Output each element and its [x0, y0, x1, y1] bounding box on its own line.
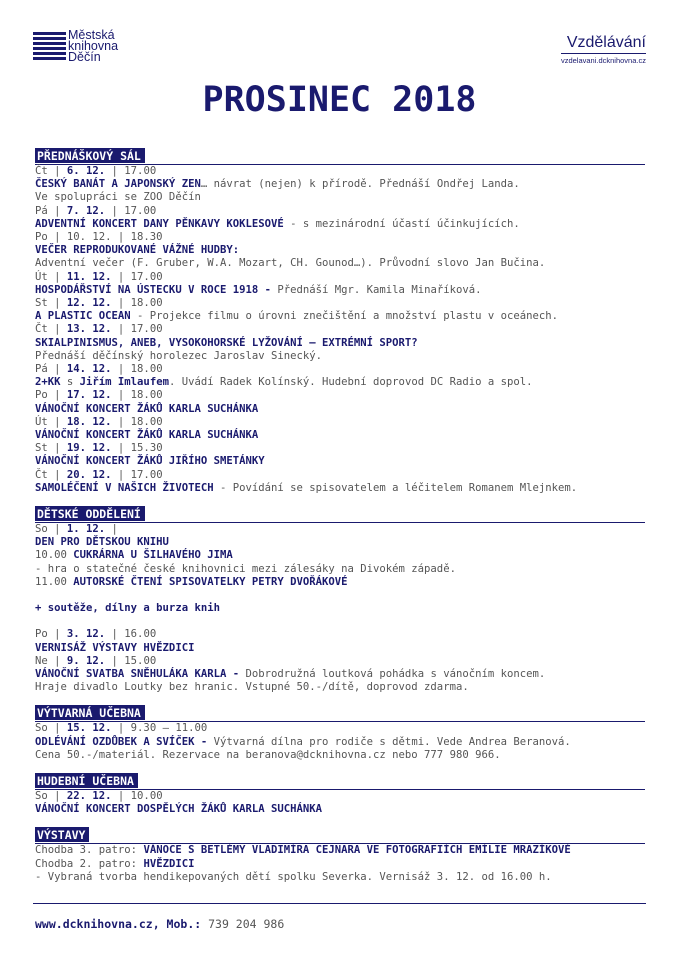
event-date: Čt | 6. 12. | 17.00	[35, 165, 157, 177]
event-title: VÁNOČNÍ SVATBA SNĚHULÁKA KARLA - Dobrodružná loutková pohádka s vánočním koncem.	[35, 667, 546, 680]
event-title: VÁNOČNÍ KONCERT ŽÁKŮ JIŘÍHO SMETÁNKY	[35, 455, 265, 468]
logo-bars-icon	[33, 32, 66, 62]
event-date: Út | 11. 12. | 17.00	[35, 270, 163, 283]
event-title: ODLÉVÁNÍ OZDŮBEK A SVÍČEK - Výtvarná dílna pro rodiče s dětmi. Vede Andrea Beranová.	[35, 735, 571, 748]
event-title: SKIALPINISMUS, ANEB, VYSOKOHORSKÉ LYŽOVÁNÍ – EXTRÉMNÍ SPORT?	[35, 336, 418, 349]
footer-web[interactable]: www.dcknihovna.cz, Mob.:	[35, 917, 202, 931]
section-heading-lecture-hall: PŘEDNÁŠKOVÝ SÁL	[35, 148, 145, 163]
exhibition-item: Chodba 3. patro: VÁNOCE S BETLÉMY VLADIMÍRA CEJNARA VE FOTOGRAFIÍCH EMÍLIE MRAZÍKOVÉ	[35, 844, 571, 857]
event-extras: + soutěže, dílny a burza knih	[35, 602, 220, 615]
section-heading-art-room: VÝTVARNÁ UČEBNA	[35, 705, 145, 720]
exhibition-item: Chodba 2. patro: HVĚZDICI	[35, 857, 195, 870]
event-title: 11.00 AUTORSKÉ ČTENÍ SPISOVATELKY PETRY DVOŘÁKOVÉ	[35, 575, 348, 588]
logo-text	[68, 30, 118, 63]
logo-line-2: knihovna	[68, 39, 119, 53]
event-title: DEN PRO DĚTSKOU KNIHU	[35, 536, 169, 549]
event-note: Hraje divadlo Loutky bez hranic. Vstupné 50.-/dítě, doprovod zdarma.	[35, 681, 469, 694]
logo-line-1: Městská	[68, 28, 115, 42]
event-date: Čt | 20. 12. | 17.00	[35, 468, 163, 481]
event-title: VÁNOČNÍ KONCERT DOSPĚLÝCH ŽÁKŮ KARLA SUCHÁNKA	[35, 803, 323, 816]
event-title: 10.00 CUKRÁRNA U ŠILHAVÉHO JIMA	[35, 549, 233, 562]
program-content	[35, 145, 645, 884]
event-title: VERNISÁŽ VÝSTAVY HVĚZDICI	[35, 641, 195, 654]
section-heading-exhibitions: VÝSTAVY	[35, 827, 89, 842]
event-date: Po | 10. 12. | 18.30	[35, 231, 163, 244]
event-date: Po | 17. 12. | 18.00	[35, 389, 163, 402]
logo-line-3: Děčín	[68, 50, 101, 64]
event-title: HOSPODÁŘSTVÍ NA ÚSTECKU V ROCE 1918 - Přednáší Mgr. Kamila Minaříková.	[35, 283, 482, 296]
section-heading-music-room: HUDEBNÍ UČEBNA	[35, 773, 138, 788]
event-note: Cena 50.-/materiál. Rezervace na beranova@dcknihovna.cz nebo 777 980 966.	[35, 748, 501, 761]
footer	[35, 917, 284, 931]
event-date: Út | 18. 12. | 18.00	[35, 415, 163, 428]
event-date: So | 15. 12. | 9.30 – 11.00	[35, 722, 208, 735]
education-title: Vzdělávání	[561, 34, 646, 54]
education-url[interactable]: vzdelavani.dcknihovna.cz	[560, 56, 646, 65]
footer-divider	[33, 903, 646, 904]
footer-phone: 739 204 986	[201, 917, 285, 931]
event-title: SAMOLÉČENÍ V NAŠICH ŽIVOTECH - Povídání se spisovatelem a léčitelem Romanem Mlejnkem.	[35, 481, 578, 494]
event-date: So | 1. 12. |	[35, 523, 118, 536]
event-title: 2+KK s Jiřím Imlaufem. Uvádí Radek Kolínský. Hudební doprovod DC Radio a spol.	[35, 376, 533, 389]
event-note: - hra o statečné české knihovnici mezi zálesáky na Divokém západě.	[35, 562, 456, 575]
section-heading-children: DĚTSKÉ ODDĚLENÍ	[35, 506, 145, 521]
event-title: A PLASTIC OCEAN - Projekce filmu o úrovni znečištění a množství plastu v oceánech.	[35, 310, 558, 323]
event-title: ČESKÝ BANÁT A JAPONSKÝ ZEN… návrat (nejen) k přírodě. Přednáší Ondřej Landa.	[35, 178, 520, 191]
event-date: So | 22. 12. | 10.00	[35, 789, 163, 802]
page-title: PROSINEC 2018	[202, 80, 477, 120]
event-title: VEČER REPRODUKOVANÉ VÁŽNÉ HUDBY:	[35, 244, 240, 257]
event-note: Adventní večer (F. Gruber, W.A. Mozart, CH. Gounod…). Průvodní slovo Jan Bučina.	[35, 257, 546, 270]
event-date: Pá | 7. 12. | 17.00	[35, 204, 157, 217]
event-date: Po | 3. 12. | 16.00	[35, 628, 157, 641]
exhibition-note: - Vybraná tvorba hendikepovaných dětí spolku Severka. Vernisáž 3. 12. od 16.00 h.	[35, 870, 552, 883]
event-date: Ne | 9. 12. | 15.00	[35, 654, 157, 667]
library-logo	[33, 30, 118, 63]
event-note: Přednáší děčínský horolezec Jaroslav Sinecký.	[35, 349, 323, 362]
event-date: Pá | 14. 12. | 18.00	[35, 363, 163, 376]
event-title: ADVENTNÍ KONCERT DANY PĚNKAVY KOKLESOVÉ - s mezinárodní účastí účinkujících.	[35, 217, 520, 230]
event-date: Čt | 13. 12. | 17.00	[35, 323, 163, 336]
event-date: St | 12. 12. | 18.00	[35, 297, 163, 310]
education-badge	[561, 34, 646, 65]
event-note: Ve spolupráci se ZOO Děčín	[35, 191, 201, 204]
event-title: VÁNOČNÍ KONCERT ŽÁKŮ KARLA SUCHÁNKA	[35, 402, 259, 415]
event-date: St | 19. 12. | 15.30	[35, 442, 163, 455]
event-title: VÁNOČNÍ KONCERT ŽÁKŮ KARLA SUCHÁNKA	[35, 429, 259, 442]
